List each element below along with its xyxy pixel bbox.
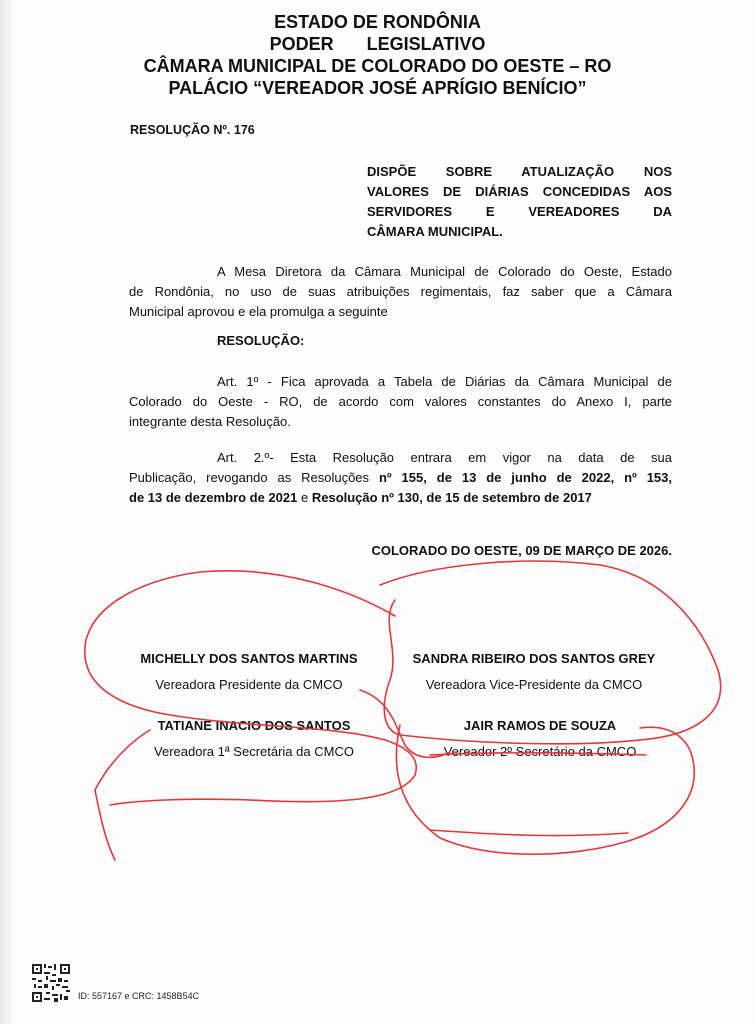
ementa-line: VALORES DE DIÁRIAS CONCEDIDAS AOS	[367, 184, 672, 199]
article-2-revoked: nº 155, de 13 de junho de 2022, nº 153,	[378, 470, 672, 485]
article-2-text: Publicação, revogando as Resoluções	[129, 470, 370, 485]
article-1-line: Colorado do Oeste - RO, de acordo com valores constantes do Anexo I, parte	[129, 394, 672, 409]
article-2-line: Art. 2.º- Esta Resolução entrara em vigor na data de sua	[217, 450, 672, 465]
qr-code	[32, 964, 70, 1002]
signatory-name: TATIANE INACIO DOS SANTOS	[157, 718, 351, 733]
signature-block	[384, 651, 684, 692]
header-chamber: CÂMARA MUNICIPAL DE COLORADO DO OESTE – RO	[143, 56, 612, 76]
article-2-line	[129, 488, 672, 508]
ementa-line: DISPÕE SOBRE ATUALIZAÇÃO NOS	[367, 164, 672, 179]
ementa-block	[367, 162, 672, 242]
signatory-role: Vereador 2º Secretário da CMCO	[443, 744, 637, 759]
article-2-text: e	[300, 490, 309, 505]
article-1-line: integrante desta Resolução.	[129, 414, 291, 429]
signatory-role: Vereadora 1ª Secretária da CMCO	[154, 744, 354, 759]
page-edge-shadow	[0, 0, 14, 1024]
document-id: ID: 557167 e CRC: 1458B54C	[78, 991, 200, 1001]
signatory-role: Vereadora Vice-Presidente da CMCO	[425, 677, 643, 692]
scribble-strike-lower	[430, 830, 628, 836]
article-1	[129, 372, 672, 432]
resolution-number: RESOLUÇÃO Nº. 176	[130, 123, 255, 137]
signatory-role: Vereadora Presidente da CMCO	[155, 677, 343, 692]
signature-block	[110, 651, 388, 692]
scribble-stroke-left	[95, 790, 115, 860]
signature-block	[400, 718, 680, 759]
header-palace: PALÁCIO “VEREADOR JOSÉ APRÍGIO BENÍCIO”	[168, 78, 587, 98]
preamble-line: de Rondônia, no uso de suas atribuições regimentais, faz saber que a Câmara	[129, 284, 672, 299]
article-2-revoked: de 13 de dezembro de 2021	[129, 490, 298, 505]
header-power: PODER LEGISLATIVO	[269, 34, 486, 54]
preamble-line: A Mesa Diretora da Câmara Municipal de Colorado do Oeste, Estado	[217, 264, 672, 279]
article-2	[129, 448, 672, 508]
signatory-name: JAIR RAMOS DE SOUZA	[463, 718, 617, 733]
preamble-line: Municipal aprovou e ela promulga a seguinte	[129, 304, 388, 319]
article-2-line	[129, 468, 672, 488]
signatory-name: SANDRA RIBEIRO DOS SANTOS GREY	[412, 651, 656, 666]
ementa-line: CÂMARA MUNICIPAL.	[367, 224, 503, 239]
signatory-name: MICHELLY DOS SANTOS MARTINS	[140, 651, 358, 666]
header-state: ESTADO DE RONDÔNIA	[274, 12, 481, 32]
preamble-paragraph	[129, 262, 672, 322]
ementa-line: SERVIDORES E VEREADORES DA	[367, 204, 672, 219]
article-1-line: Art. 1º - Fica aprovada a Tabela de Diárias da Câmara Municipal de	[217, 374, 672, 389]
date-place: COLORADO DO OESTE, 09 DE MARÇO DE 2026.	[371, 543, 672, 558]
article-2-revoked: Resolução nº 130, de 15 de setembro de 2017	[311, 490, 592, 505]
signature-block	[120, 718, 388, 759]
resolution-label: RESOLUÇÃO:	[217, 333, 305, 348]
